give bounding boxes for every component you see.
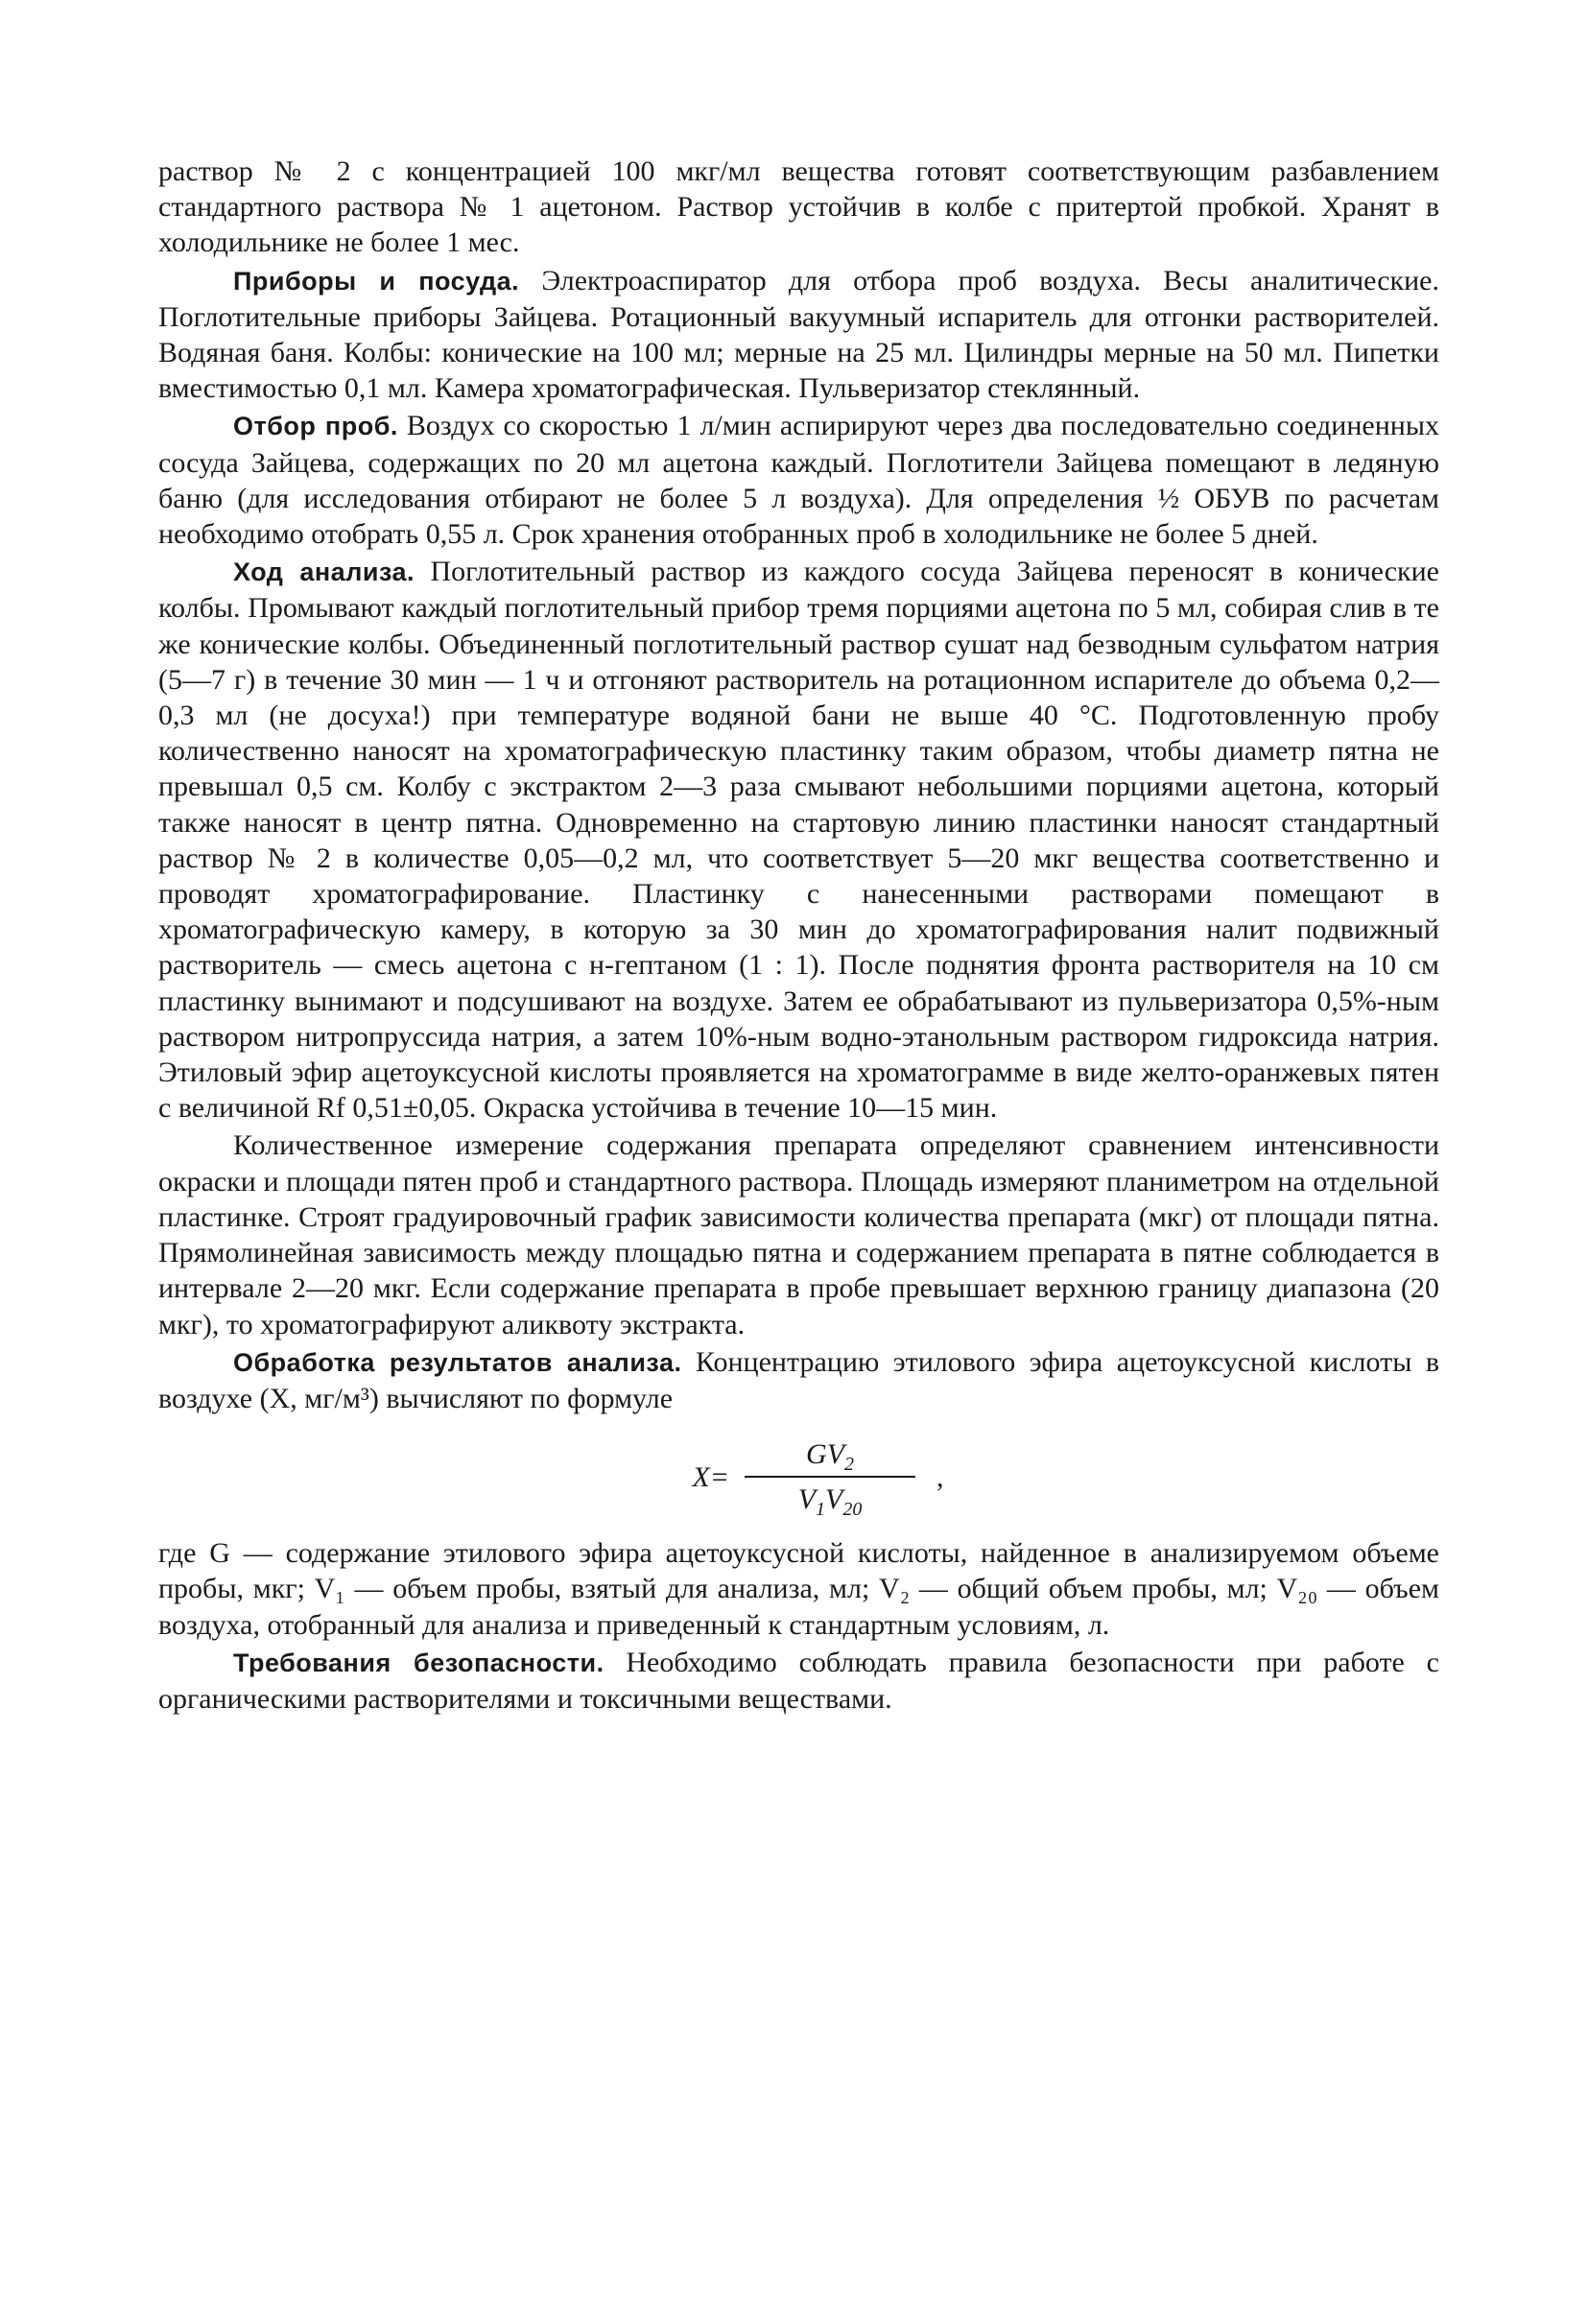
section-heading-equipment: Приборы и посуда. xyxy=(233,266,520,296)
section-heading-analysis: Ход анализа. xyxy=(233,557,415,587)
paragraph-safety xyxy=(158,1645,1439,1717)
denominator-b-text: V xyxy=(825,1483,843,1516)
denominator-a-subscript: 1 xyxy=(816,1499,826,1521)
section-heading-safety: Требования безопасности. xyxy=(233,1648,604,1677)
paragraph-sampling xyxy=(158,408,1439,552)
paragraph-quantitative-measurement xyxy=(158,1127,1439,1341)
section-heading-results: Обработка результатов анализа. xyxy=(233,1347,682,1377)
section-heading-sampling: Отбор проб. xyxy=(233,412,398,441)
paragraph-equipment xyxy=(158,263,1439,407)
paragraph-text: Количественное измерение содержания препарата определяют сравнением интенсивности окраски и площади пятен проб и стандартного раствора. Площадь измеряют планиметром на отдельной пластинке. Строят градуировочный график зависимости количества препарата (мкг) от площади пятна. Прямолинейная зависимость между площадью пятна и содержанием препарата в пятне соблюдается в интервале 2—20 мкг. Если содержание препарата в пробе превышает верхнюю границу диапазона (20 мкг), то хроматографируют аликвоту экстракта. xyxy=(158,1129,1439,1340)
formula-denominator xyxy=(797,1478,863,1521)
concentration-formula xyxy=(158,1430,1439,1524)
document-page xyxy=(158,154,1439,1717)
paragraph-text: Электроаспиратор для отбора проб воздуха. Весы аналитические. Поглотительные приборы Зайцева. Ротационный вакуумный испаритель для отгонки растворителей. Водяная баня. Колбы: конические на 100 мл; мерные на 25 мл. Цилиндры мерные на 50 мл. Пипетки вместимостью 0,1 мл. Камера хроматографическая. Пульверизатор стеклянный. xyxy=(158,264,1439,405)
formula-fraction xyxy=(745,1436,915,1521)
paragraph-results-processing xyxy=(158,1344,1439,1416)
formula-numerator xyxy=(745,1436,915,1478)
numerator-text: GV xyxy=(806,1437,845,1470)
paragraph-text: Воздух со скоростью 1 л/мин аспирируют через два последовательно соединенных сосуда Зайцева, содержащих по 20 мл ацетона каждый. Поглотители Зайцева помещают в ледяную баню (для исследования отбирают не более 5 л воздуха). Для определения ½ ОБУВ по расчетам необходимо отобрать 0,55 л. Срок хранения отобранных проб в холодильнике не более 5 дней. xyxy=(158,410,1439,551)
formula-lhs: X= xyxy=(692,1460,730,1493)
paragraph-formula-legend xyxy=(158,1535,1439,1643)
paragraph-text: Необходимо соблюдать правила безопасности при работе с органическими растворителями и токсичными веществами. xyxy=(158,1646,1439,1715)
paragraph-text: где G — содержание этилового эфира ацетоуксусной кислоты, найденное в анализируемом объеме пробы, мкг; V₁ — объем пробы, взятый для анализа, мл; V₂ — общий объем пробы, мл; V₂₀ — объем воздуха, отобранный для анализа и приведенный к стандартным условиям, л. xyxy=(158,1537,1439,1641)
paragraph-solution-2 xyxy=(158,154,1439,261)
paragraph-text: Концентрацию этилового эфира ацетоуксусной кислоты в воздухе (X, мг/м³) вычисляют по формуле xyxy=(158,1345,1440,1414)
formula-comma: , xyxy=(936,1460,944,1493)
denominator-b-subscript: 20 xyxy=(842,1499,863,1521)
denominator-a-text: V xyxy=(797,1483,817,1516)
paragraph-text: раствор № 2 с концентрацией 100 мкг/мл вещества готовят соответствующим разбавлением стандартного раствора № 1 ацетоном. Раствор устойчив в колбе с притертой пробкой. Хранят в холодильнике не более 1 мес. xyxy=(158,155,1439,259)
numerator-subscript: 2 xyxy=(844,1453,855,1475)
paragraph-analysis-procedure xyxy=(158,554,1439,1126)
paragraph-text: Поглотительный раствор из каждого сосуда Зайцева переносят в конические колбы. Промывают каждый поглотительный прибор тремя порциями ацетона по 5 мл, собирая слив в те же конические колбы. Объединенный поглотительный раствор сушат над безводным сульфатом натрия (5—7 г) в течение 30 мин — 1 ч и отгоняют растворитель на ротационном испарителе до объема 0,2—0,3 мл (не досуха!) при температуре водяной бани не выше 40 °С. Подготовленную пробу количественно наносят на хроматографическую пластинку таким образом, чтобы диаметр пятна не превышал 0,5 см. Колбу с экстрактом 2—3 раза смывают небольшими порциями ацетона, который также наносят в центр пятна. Одновременно на стартовую линию пластинки наносят стандартный раствор № 2 в количестве 0,05—0,2 мл, что соответствует 5—20 мкг вещества соответственно и проводят хроматографирование. Пластинку с нанесенными растворами помещают в хроматографическую камеру, в которую за 30 мин до хроматографирования налит подвижный растворитель — смесь ацетона с н-гептаном (1 : 1). После поднятия фронта растворителя на 10 см пластинку вынимают и подсушивают на воздухе. Затем ее обрабатывают из пульверизатора 0,5%-ным раствором нитропруссида натрия, а затем 10%-ным водно-этанольным раствором гидроксида натрия. Этиловый эфир ацетоуксусной кислоты проявляется на хроматограмме в виде желто-оранжевых пятен с величиной Rf 0,51±0,05. Окраска устойчива в течение 10—15 мин. xyxy=(158,556,1439,1125)
